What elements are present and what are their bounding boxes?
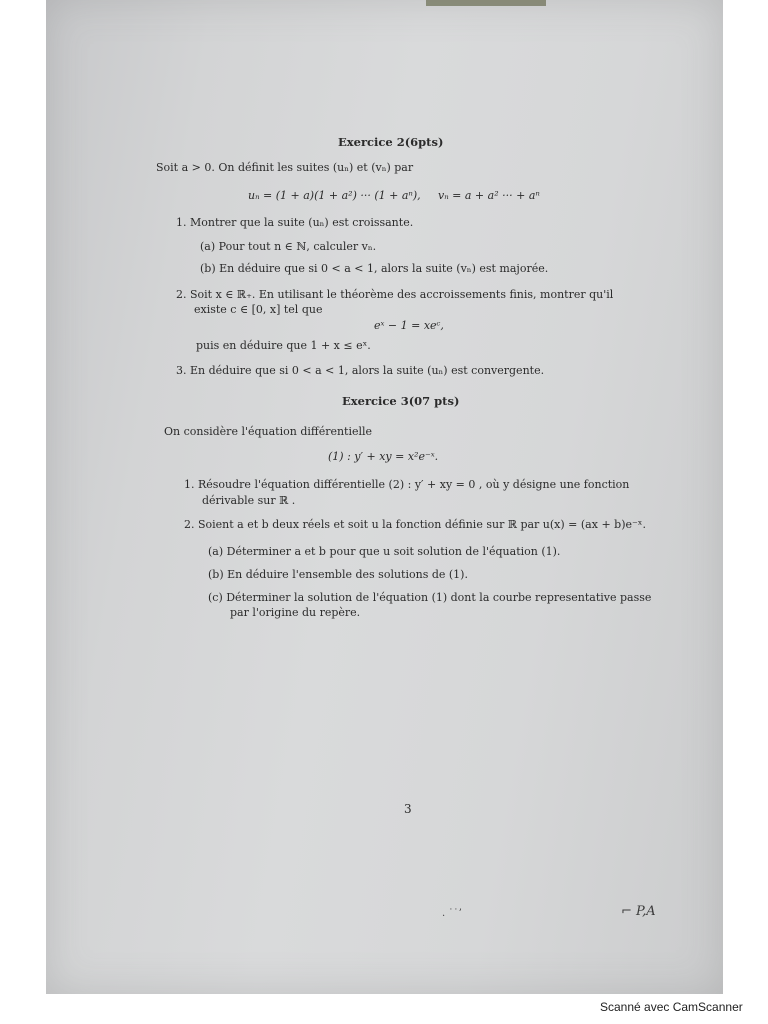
sequence-v-definition: vₙ = a + a² ··· + aⁿ xyxy=(438,189,540,202)
exercise-2-intro: Soit a > 0. On définit les suites (uₙ) et (vₙ) par xyxy=(156,161,414,174)
camscanner-credit: Scanné avec CamScanner xyxy=(600,1000,743,1014)
sequence-u-definition: uₙ = (1 + a)(1 + a²) ··· (1 + aⁿ), xyxy=(248,189,421,202)
document-page xyxy=(46,0,723,994)
scan-specks: . ˙˙ʼ xyxy=(442,908,462,919)
exercise-2-question-2-line-3: puis en déduire que 1 + x ≤ eˣ. xyxy=(196,339,371,352)
exercise-2-question-2-line-1: 2. Soit x ∈ ℝ₊. En utilisant le théorème des accroissements finis, montrer qu'il xyxy=(176,288,614,301)
exercise-2-question-1b: (b) En déduire que si 0 < a < 1, alors la suite (vₙ) est majorée. xyxy=(200,262,549,275)
exercise-3-question-1-line-2: dérivable sur ℝ . xyxy=(202,494,296,507)
exercise-3-question-2b: (b) En déduire l'ensemble des solutions de (1). xyxy=(208,568,468,581)
scan-edge-strip xyxy=(426,0,546,6)
page-number: 3 xyxy=(404,802,412,816)
exercise-2-question-1a: (a) Pour tout n ∈ ℕ, calculer vₙ. xyxy=(200,240,377,253)
exercise-3-question-2c-line-2: par l'origine du repère. xyxy=(230,606,361,619)
exercise-2-question-2-equation: eˣ − 1 = xeᶜ, xyxy=(374,319,444,332)
exercise-3-question-2a: (a) Déterminer a et b pour que u soit solution de l'équation (1). xyxy=(208,545,561,558)
exercise-2-question-1: 1. Montrer que la suite (uₙ) est croissante. xyxy=(176,216,414,229)
exercise-2-question-3: 3. En déduire que si 0 < a < 1, alors la suite (uₙ) est convergente. xyxy=(176,364,545,377)
exercise-2-question-2-line-2: existe c ∈ [0, x] tel que xyxy=(194,303,323,316)
exercise-2-title: Exercice 2(6pts) xyxy=(338,135,444,149)
exercise-3-question-1-line-1: 1. Résoudre l'équation différentielle (2) : y′ + xy = 0 , où y désigne une fonction xyxy=(184,478,630,491)
exercise-3-question-2: 2. Soient a et b deux réels et soit u la fonction définie sur ℝ par u(x) = (ax + b)e⁻ˣ. xyxy=(184,518,646,531)
handwritten-initials: ⌐ P,A xyxy=(621,904,656,919)
differential-equation-1: (1) : y′ + xy = x²e⁻ˣ. xyxy=(328,450,439,463)
exercise-3-intro: On considère l'équation différentielle xyxy=(164,425,373,438)
exercise-3-question-2c-line-1: (c) Déterminer la solution de l'équation (1) dont la courbe representative passe xyxy=(208,591,652,604)
exercise-3-title: Exercice 3(07 pts) xyxy=(342,394,460,408)
